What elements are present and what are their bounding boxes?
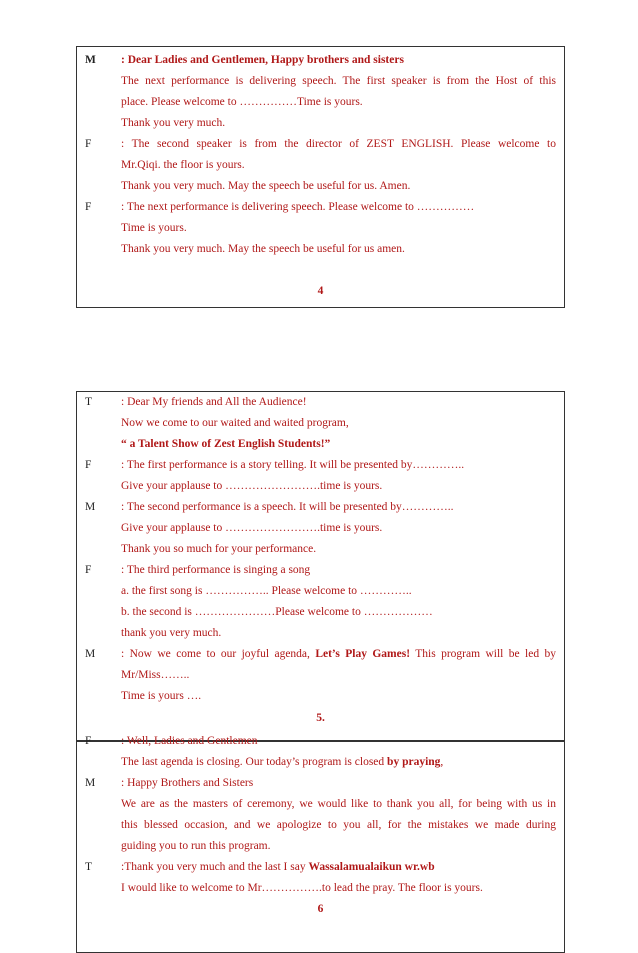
dialogue-line — [77, 756, 564, 777]
dialogue-text: I would like to welcome to Mr…………….to lead the pray. The floor is yours. — [121, 882, 483, 894]
dialogue-line — [77, 117, 564, 138]
speaker-label: F — [85, 138, 92, 150]
dialogue-text: guiding you to run this program. — [121, 840, 271, 852]
dialogue-line — [77, 648, 564, 669]
dialogue-text: a. the first song is …………….. Please welcome to ………….. — [121, 585, 412, 597]
text-segment: The last agenda is closing. Our today’s program is closed — [121, 756, 388, 768]
show-title: “ a Talent Show of Zest English Students!” — [121, 438, 331, 450]
dialogue-line — [77, 222, 564, 243]
dialogue-text: : Dear Ladies and Gentlemen, Happy brothers and sisters — [121, 54, 404, 66]
dialogue-text: Thank you so much for your performance. — [121, 543, 317, 555]
dialogue-line — [77, 606, 564, 627]
dialogue-line — [77, 243, 564, 264]
speaker-label: M — [85, 777, 96, 789]
dialogue-line — [77, 627, 564, 648]
dialogue-text — [121, 648, 556, 660]
dialogue-text: : The second performance is a speech. It will be presented by………….. — [121, 501, 454, 513]
dialogue-text: place. Please welcome to ……………Time is yours. — [121, 96, 363, 108]
speaker-label: T — [85, 861, 93, 873]
dialogue-text: : The first performance is a story telling. It will be presented by………….. — [121, 459, 465, 471]
dialogue-text: Thank you very much. May the speech be useful for us. Amen. — [121, 180, 411, 192]
speaker-label: M — [85, 54, 96, 66]
dialogue-text: : Dear My friends and All the Audience! — [121, 396, 307, 408]
dialogue-text: Time is yours …. — [121, 690, 202, 702]
text-segment: : Now we come to our joyful agenda, — [121, 648, 316, 660]
dialogue-text: : The third performance is singing a song — [121, 564, 311, 576]
page-number: 4 — [317, 285, 324, 297]
dialogue-text: We are as the masters of ceremony, we would like to thank you all, for being with us in — [121, 798, 556, 810]
closing-greeting: Wassalamualaikun wr.wb — [308, 861, 435, 873]
dialogue-line — [77, 54, 564, 75]
dialogue-text: Mr/Miss…….. — [121, 669, 190, 681]
dialogue-text: The next performance is delivering speech. The first speaker is from the Host of this — [121, 75, 556, 87]
dialogue-text: Thank you very much. — [121, 117, 226, 129]
dialogue-text: Mr.Qiqi. the floor is yours. — [121, 159, 245, 171]
dialogue-line — [77, 180, 564, 201]
dialogue-line — [77, 480, 564, 501]
dialogue-line — [77, 777, 564, 798]
page-5-card — [76, 391, 565, 741]
page-6-card — [76, 735, 565, 953]
text-segment: :Thank you very much and the last I say — [121, 861, 309, 873]
text-segment: This program will be led by — [410, 648, 556, 660]
dialogue-line — [77, 396, 564, 417]
dialogue-line — [77, 138, 564, 159]
dialogue-text: Give your applause to …………………….time is yours. — [121, 522, 383, 534]
dialogue-line — [77, 861, 564, 882]
praying-emphasis: by praying — [387, 756, 441, 768]
dialogue-line — [77, 798, 564, 819]
dialogue-text: Now we come to our waited and waited program, — [121, 417, 349, 429]
dialogue-text: thank you very much. — [121, 627, 222, 639]
dialogue-text — [121, 756, 556, 768]
dialogue-line — [77, 564, 564, 585]
dialogue-text: : The second speaker is from the director of ZEST ENGLISH. Please welcome to — [121, 138, 556, 150]
dialogue-line — [77, 735, 564, 756]
dialogue-line — [77, 201, 564, 222]
speaker-label: M — [85, 501, 96, 513]
dialogue-line — [77, 159, 564, 180]
page-4-card — [76, 46, 565, 308]
dialogue-text: Time is yours. — [121, 222, 187, 234]
speaker-label: M — [85, 648, 96, 660]
dialogue-text — [121, 861, 556, 873]
dialogue-line — [77, 690, 564, 711]
dialogue-line — [77, 522, 564, 543]
speaker-label: F — [85, 201, 92, 213]
dialogue-line — [77, 459, 564, 480]
speaker-label: F — [85, 735, 92, 747]
games-agenda: Let’s Play Games! — [315, 648, 411, 660]
dialogue-line — [77, 669, 564, 690]
dialogue-text: Give your applause to …………………….time is yours. — [121, 480, 383, 492]
dialogue-line — [77, 882, 564, 903]
dialogue-line — [77, 501, 564, 522]
dialogue-line — [77, 819, 564, 840]
dialogue-text: : Well, Ladies and Gentlemen — [121, 735, 258, 747]
dialogue-text: this blessed occasion, and we apologize to you all, for the mistakes we made during — [121, 819, 556, 831]
dialogue-line — [77, 438, 564, 459]
page-number: 5. — [316, 712, 325, 724]
dialogue-line — [77, 840, 564, 861]
dialogue-line — [77, 75, 564, 96]
text-segment: , — [440, 756, 444, 768]
speaker-label: T — [85, 396, 93, 408]
dialogue-line — [77, 585, 564, 606]
dialogue-line — [77, 543, 564, 564]
dialogue-line — [77, 96, 564, 117]
dialogue-line — [77, 417, 564, 438]
speaker-label: F — [85, 459, 92, 471]
dialogue-text: : Happy Brothers and Sisters — [121, 777, 254, 789]
page-number: 6 — [317, 903, 324, 915]
dialogue-text: Thank you very much. May the speech be useful for us amen. — [121, 243, 405, 255]
speaker-label: F — [85, 564, 92, 576]
dialogue-text: : The next performance is delivering speech. Please welcome to …………… — [121, 201, 475, 213]
dialogue-text: b. the second is …………………Please welcome to ……………… — [121, 606, 433, 618]
